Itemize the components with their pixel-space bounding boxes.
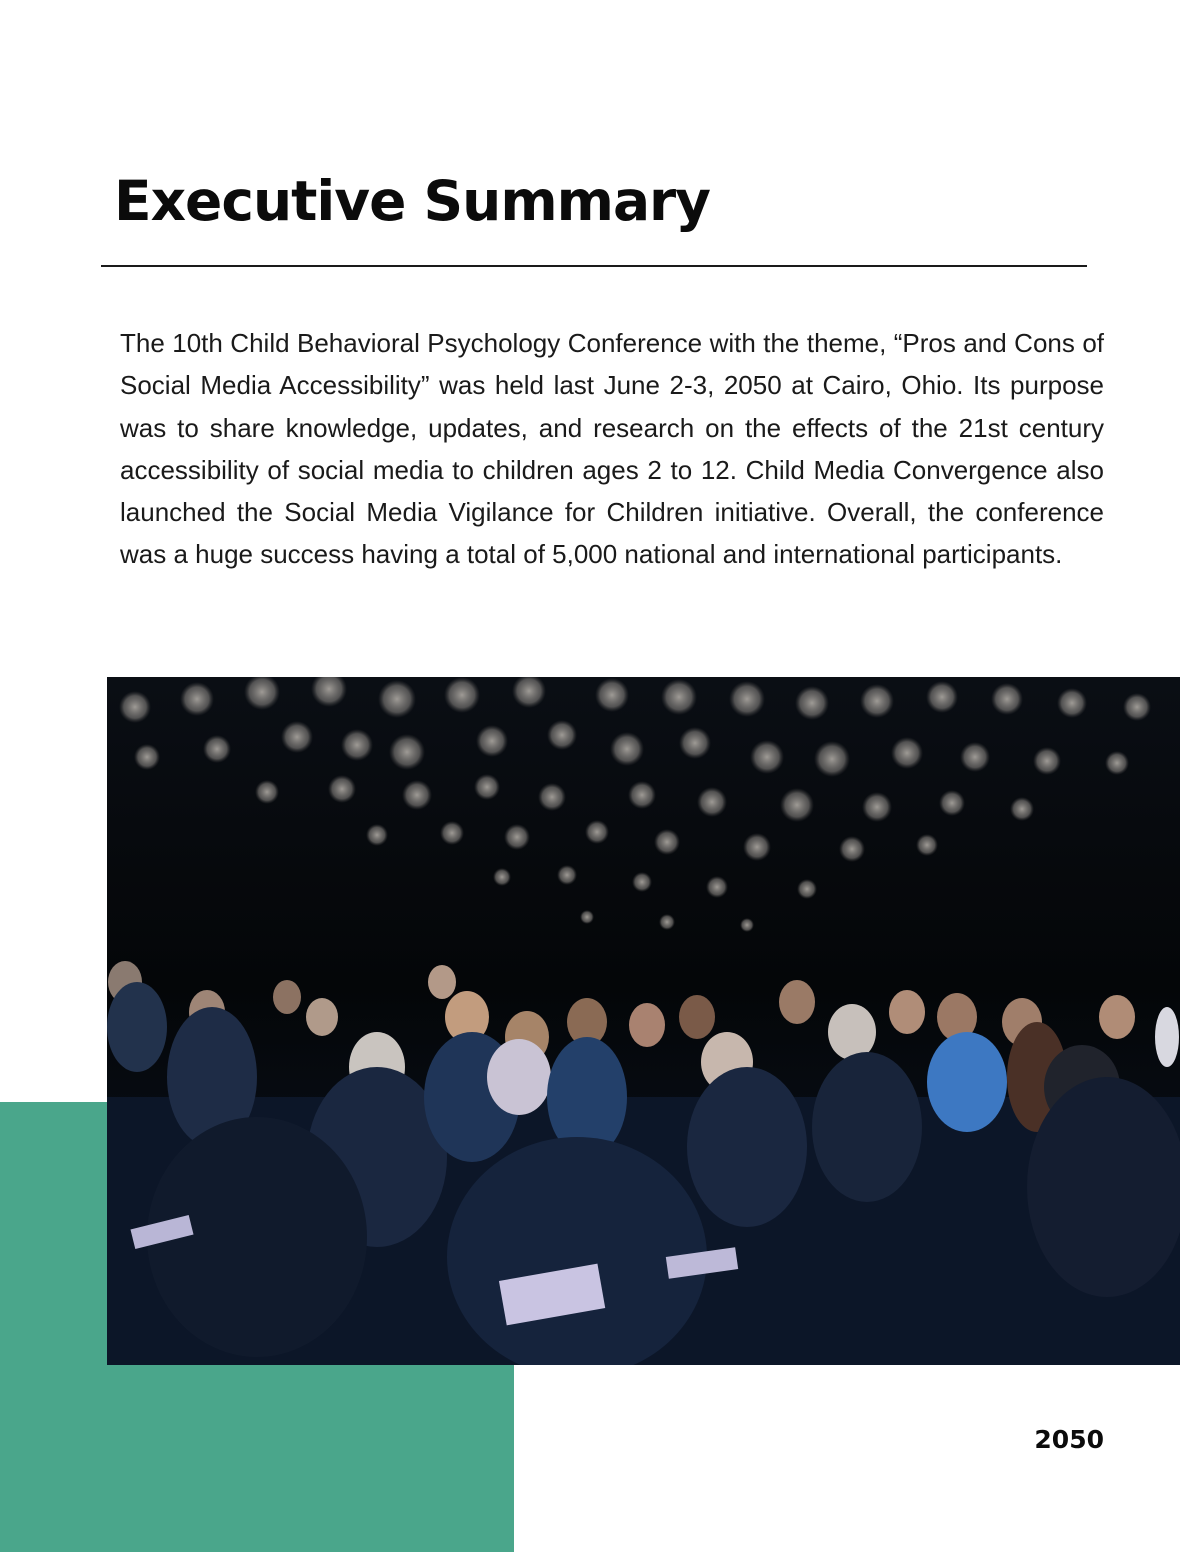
page-title: Executive Summary bbox=[114, 169, 711, 233]
report-year: 2050 bbox=[1034, 1425, 1104, 1454]
summary-paragraph: The 10th Child Behavioral Psychology Conference with the theme, “Pros and Cons of Social Media Accessibility” was held last June 2-3, 2050 at Cairo, Ohio. Its purpose was to share knowledge, updates, and research on the effects of the 21st century accessibility of social media to children ages 2 to 12. Child Media Convergence also launched the Social Media Vigilance for Children initiative. Overall, the conference was a huge success having a total of 5,000 national and international participants. bbox=[120, 328, 1104, 570]
title-divider bbox=[101, 265, 1087, 267]
conference-audience-photo bbox=[107, 677, 1180, 1365]
